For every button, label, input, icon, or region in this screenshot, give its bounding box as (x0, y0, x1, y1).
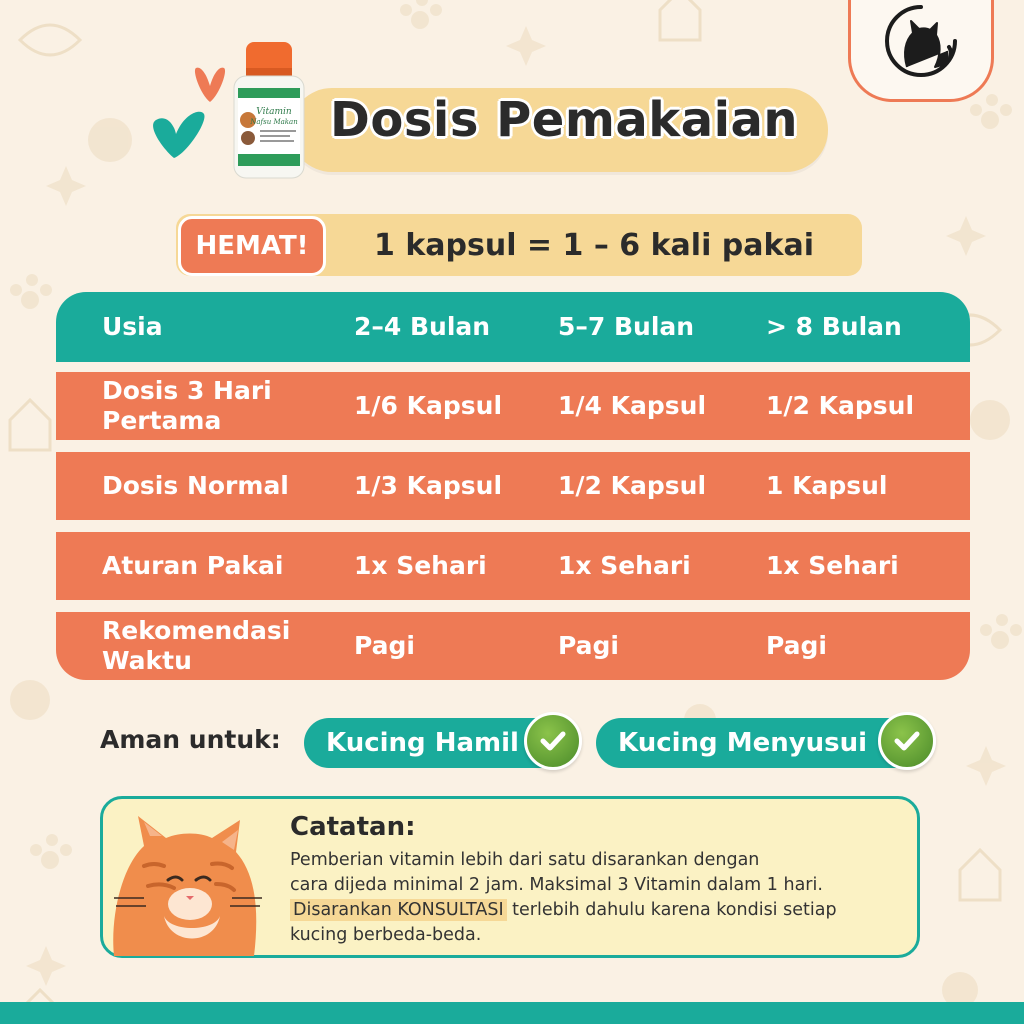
table-row-label: Dosis Normal (102, 471, 289, 500)
cat-silhouette-icon (881, 1, 961, 81)
table-cell: 1/4 Kapsul (558, 391, 707, 420)
orange-cat-illustration (104, 806, 274, 956)
table-cell: 1/2 Kapsul (766, 391, 915, 420)
table-row (56, 612, 970, 680)
safe-for-label: Aman untuk: (100, 725, 281, 754)
consult-highlight: Disarankan KONSULTASI (290, 899, 507, 921)
table-row (56, 452, 970, 520)
safe-for-chip-nursing (596, 718, 924, 768)
table-row (56, 372, 970, 440)
table-row-label: Rekomendasi Waktu (102, 616, 291, 675)
note-line (290, 898, 910, 923)
bottle-label-line2: Nafsu Makan (250, 118, 298, 126)
heart-orange-icon (190, 64, 230, 104)
note-text (290, 848, 910, 948)
note-line-rest: terlebih dahulu karena kondisi setiap (506, 900, 837, 920)
table-header-cell: 2–4 Bulan (354, 312, 491, 341)
table-cell: 1/3 Kapsul (354, 471, 503, 500)
table-cell: Pagi (766, 631, 827, 660)
chip-label: Kucing Menyusui (618, 728, 868, 758)
table-cell: 1/6 Kapsul (354, 391, 503, 420)
table-row-label: Dosis 3 Hari Pertama (102, 376, 272, 435)
chip-label: Kucing Hamil (326, 728, 519, 758)
note-line: cara dijeda minimal 2 jam. Maksimal 3 Vitamin dalam 1 hari. (290, 875, 823, 895)
check-icon (878, 712, 936, 770)
table-header-cell: Usia (102, 312, 163, 341)
table-header-row (56, 292, 970, 362)
vitamin-bottle-image (228, 42, 308, 180)
brand-logo-tab (848, 0, 994, 102)
table-row-label: Aturan Pakai (102, 551, 284, 580)
table-cell: Pagi (354, 631, 415, 660)
bottle-label-line1: Vitamin (256, 107, 292, 117)
table-cell: Pagi (558, 631, 619, 660)
table-cell: 1/2 Kapsul (558, 471, 707, 500)
check-icon (524, 712, 582, 770)
table-cell: 1x Sehari (766, 551, 899, 580)
heart-teal-icon (146, 100, 210, 164)
table-header-cell: > 8 Bulan (766, 312, 902, 341)
table-header-cell: 5–7 Bulan (558, 312, 695, 341)
bottom-bar (0, 1002, 1024, 1024)
hemat-badge: HEMAT! (178, 216, 326, 276)
note-line: kucing berbeda-beda. (290, 925, 482, 945)
note-title: Catatan: (290, 812, 416, 842)
table-row (56, 532, 970, 600)
hemat-text: 1 kapsul = 1 – 6 kali pakai (374, 227, 814, 263)
dosage-table (56, 292, 970, 680)
table-cell: 1x Sehari (354, 551, 487, 580)
note-line: Pemberian vitamin lebih dari satu disarankan dengan (290, 850, 760, 870)
table-cell: 1x Sehari (558, 551, 691, 580)
page-title: Dosis Pemakaian (330, 92, 799, 148)
table-cell: 1 Kapsul (766, 471, 888, 500)
